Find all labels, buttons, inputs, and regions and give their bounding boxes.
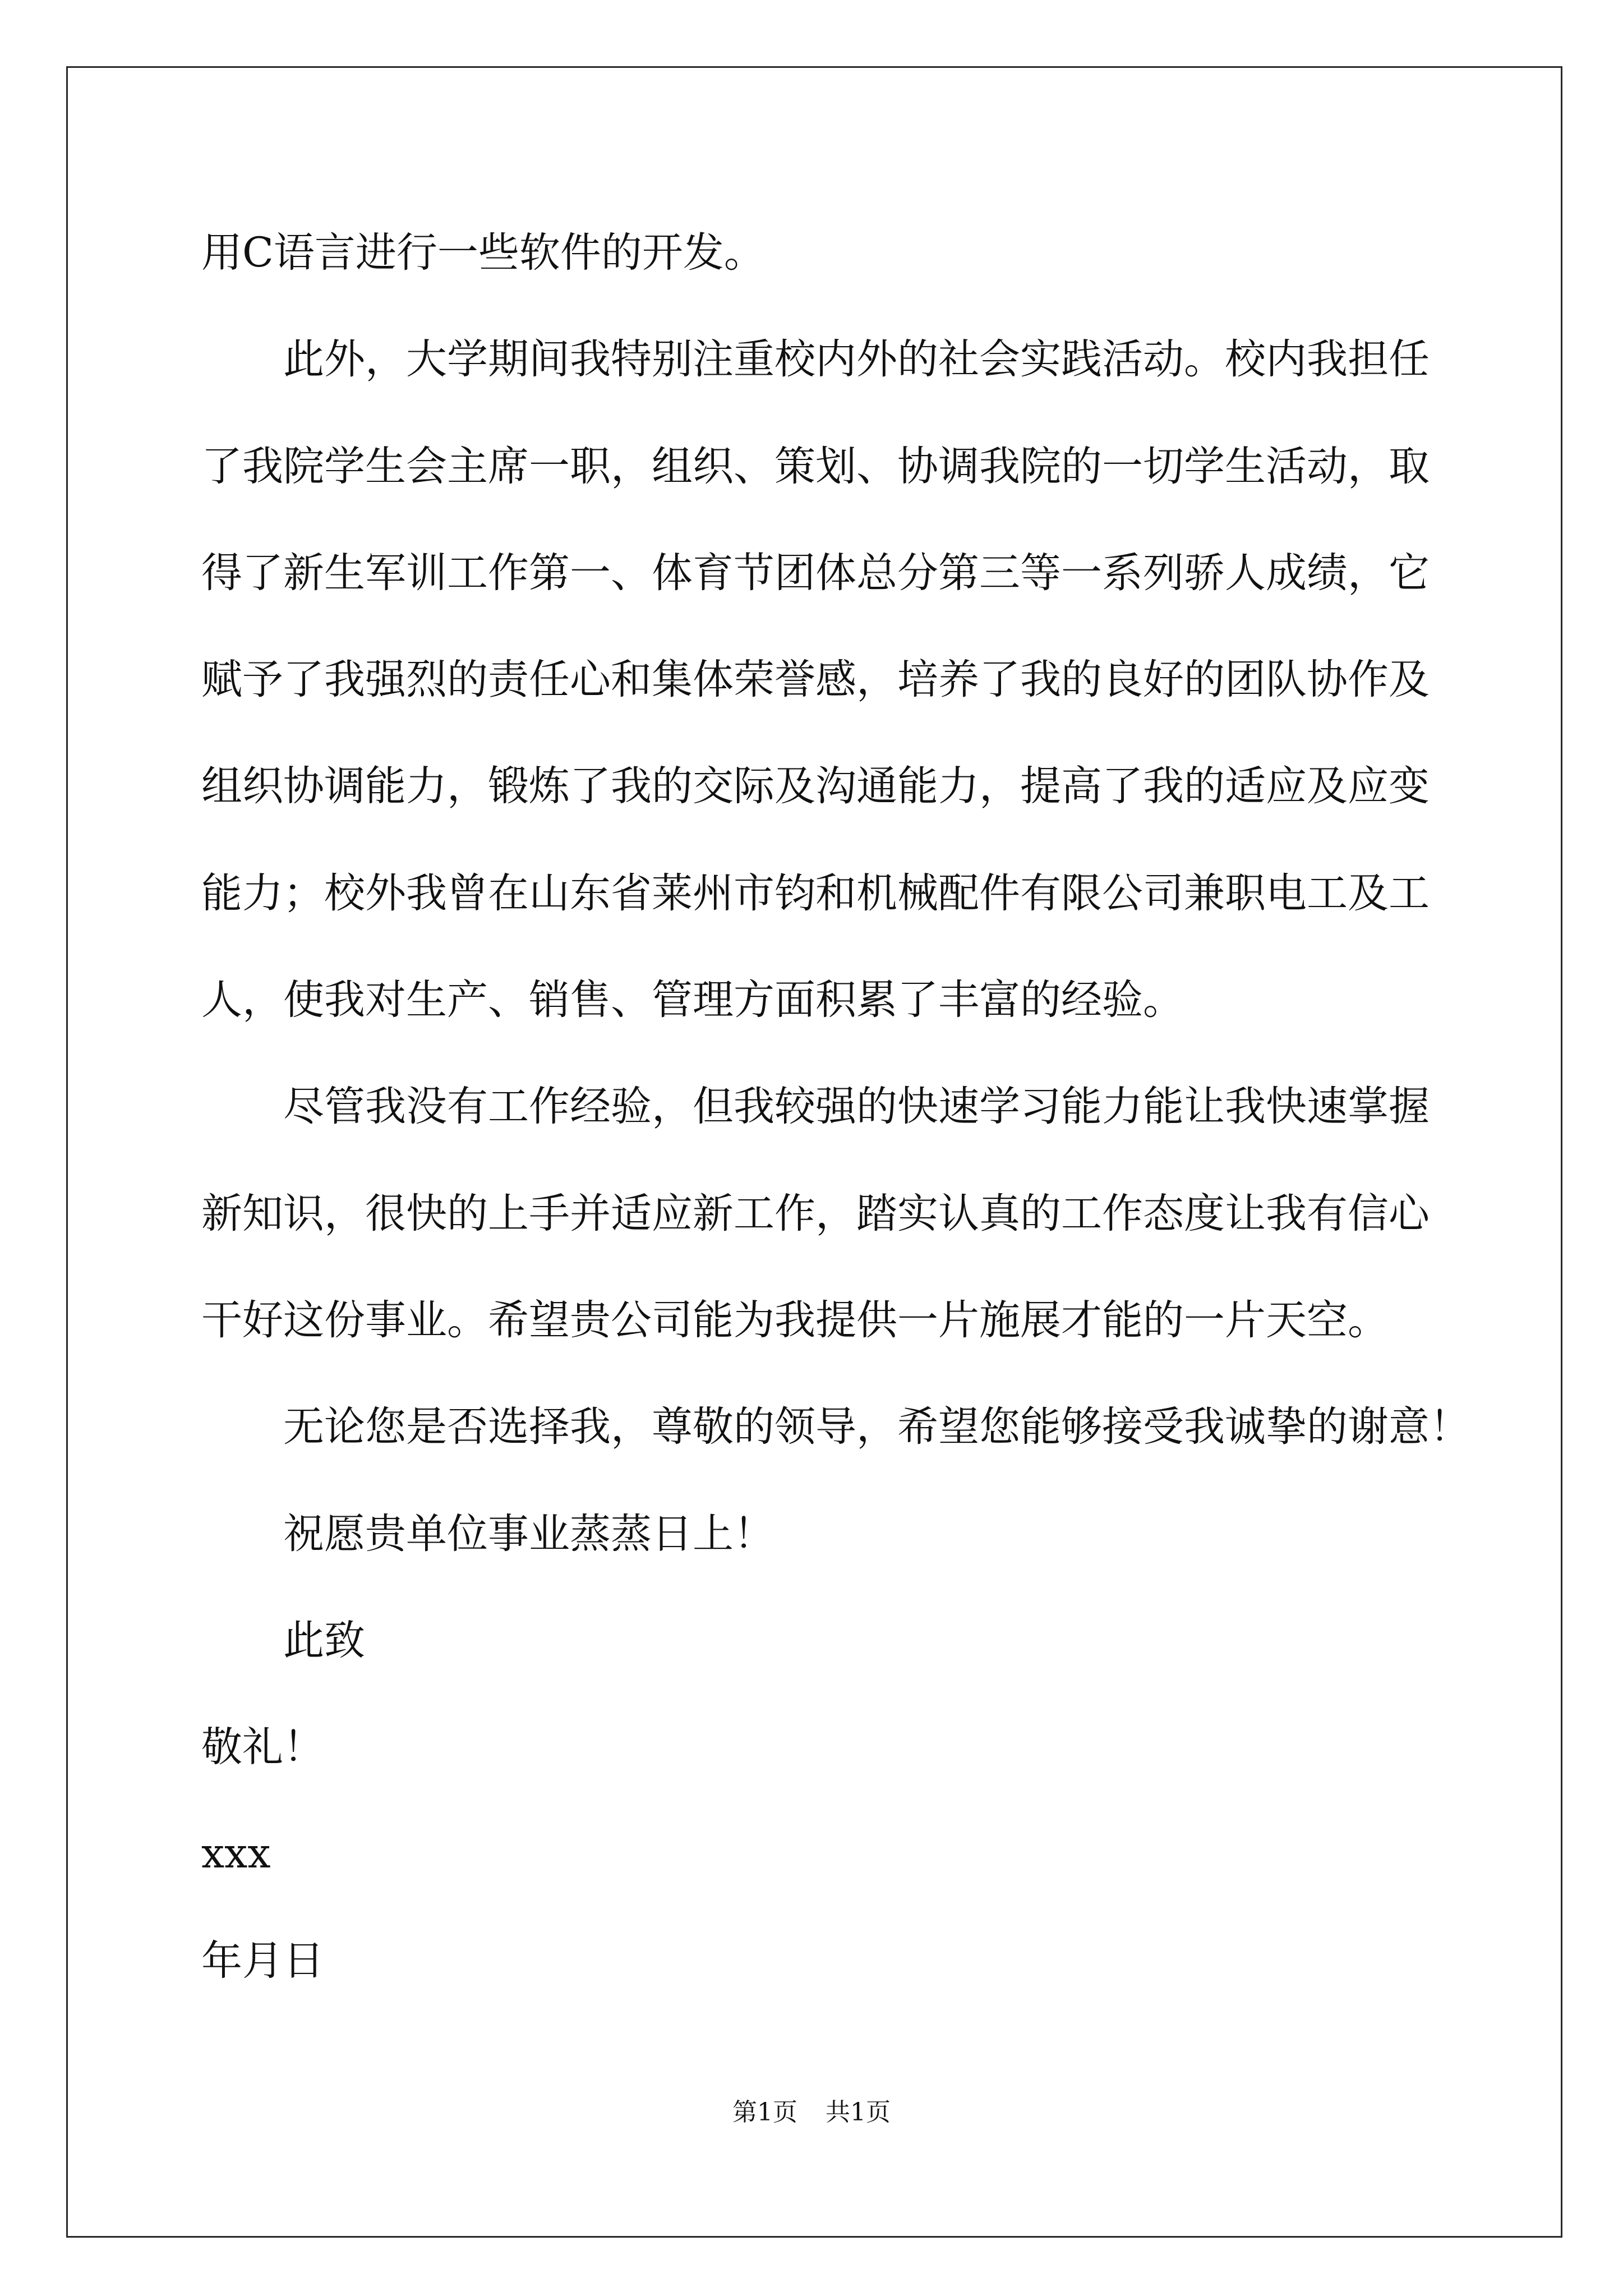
text-line: 得了新生军训工作第一、体育节团体总分第三等一系列骄人成绩，它 <box>201 549 1430 597</box>
signature-name: xxx <box>201 1830 271 1878</box>
text-line: 能力；校外我曾在山东省莱州市钧和机械配件有限公司兼职电工及工 <box>201 869 1430 917</box>
text-line: 了我院学生会主席一职，组织、策划、协调我院的一切学生活动，取 <box>201 442 1430 490</box>
text-line: 赋予了我强烈的责任心和集体荣誉感，培养了我的良好的团队协作及 <box>201 656 1430 704</box>
text-line: 用C语言进行一些软件的开发。 <box>201 229 765 277</box>
text-line: 组织协调能力，锻炼了我的交际及沟通能力，提高了我的适应及应变 <box>201 762 1430 811</box>
signature-date: 年月日 <box>201 1936 324 1985</box>
text-line: 此外，大学期间我特别注重校内外的社会实践活动。校内我担任 <box>283 335 1430 384</box>
text-line: 干好这份事业。希望贵公司能为我提供一片施展才能的一片天空。 <box>201 1296 1389 1344</box>
page-footer <box>0 2097 1623 2128</box>
text-line: 祝愿贵单位事业蒸蒸日上！ <box>283 1510 774 1558</box>
page-total: 共1页 <box>826 2098 891 2127</box>
text-line: 无论您是否选择我，尊敬的领导，希望您能够接受我诚挚的谢意！ <box>283 1403 1470 1451</box>
closing-regards: 敬礼！ <box>201 1723 324 1772</box>
text-line: 人，使我对生产、销售、管理方面积累了丰富的经验。 <box>201 976 1184 1024</box>
page-number: 第1页 <box>732 2098 797 2127</box>
closing-salutation: 此致 <box>283 1616 365 1664</box>
text-line: 尽管我没有工作经验，但我较强的快速学习能力能让我快速掌握 <box>283 1083 1430 1131</box>
document-body <box>201 200 1536 2014</box>
text-line: 新知识，很快的上手并适应新工作，踏实认真的工作态度让我有信心 <box>201 1189 1430 1237</box>
